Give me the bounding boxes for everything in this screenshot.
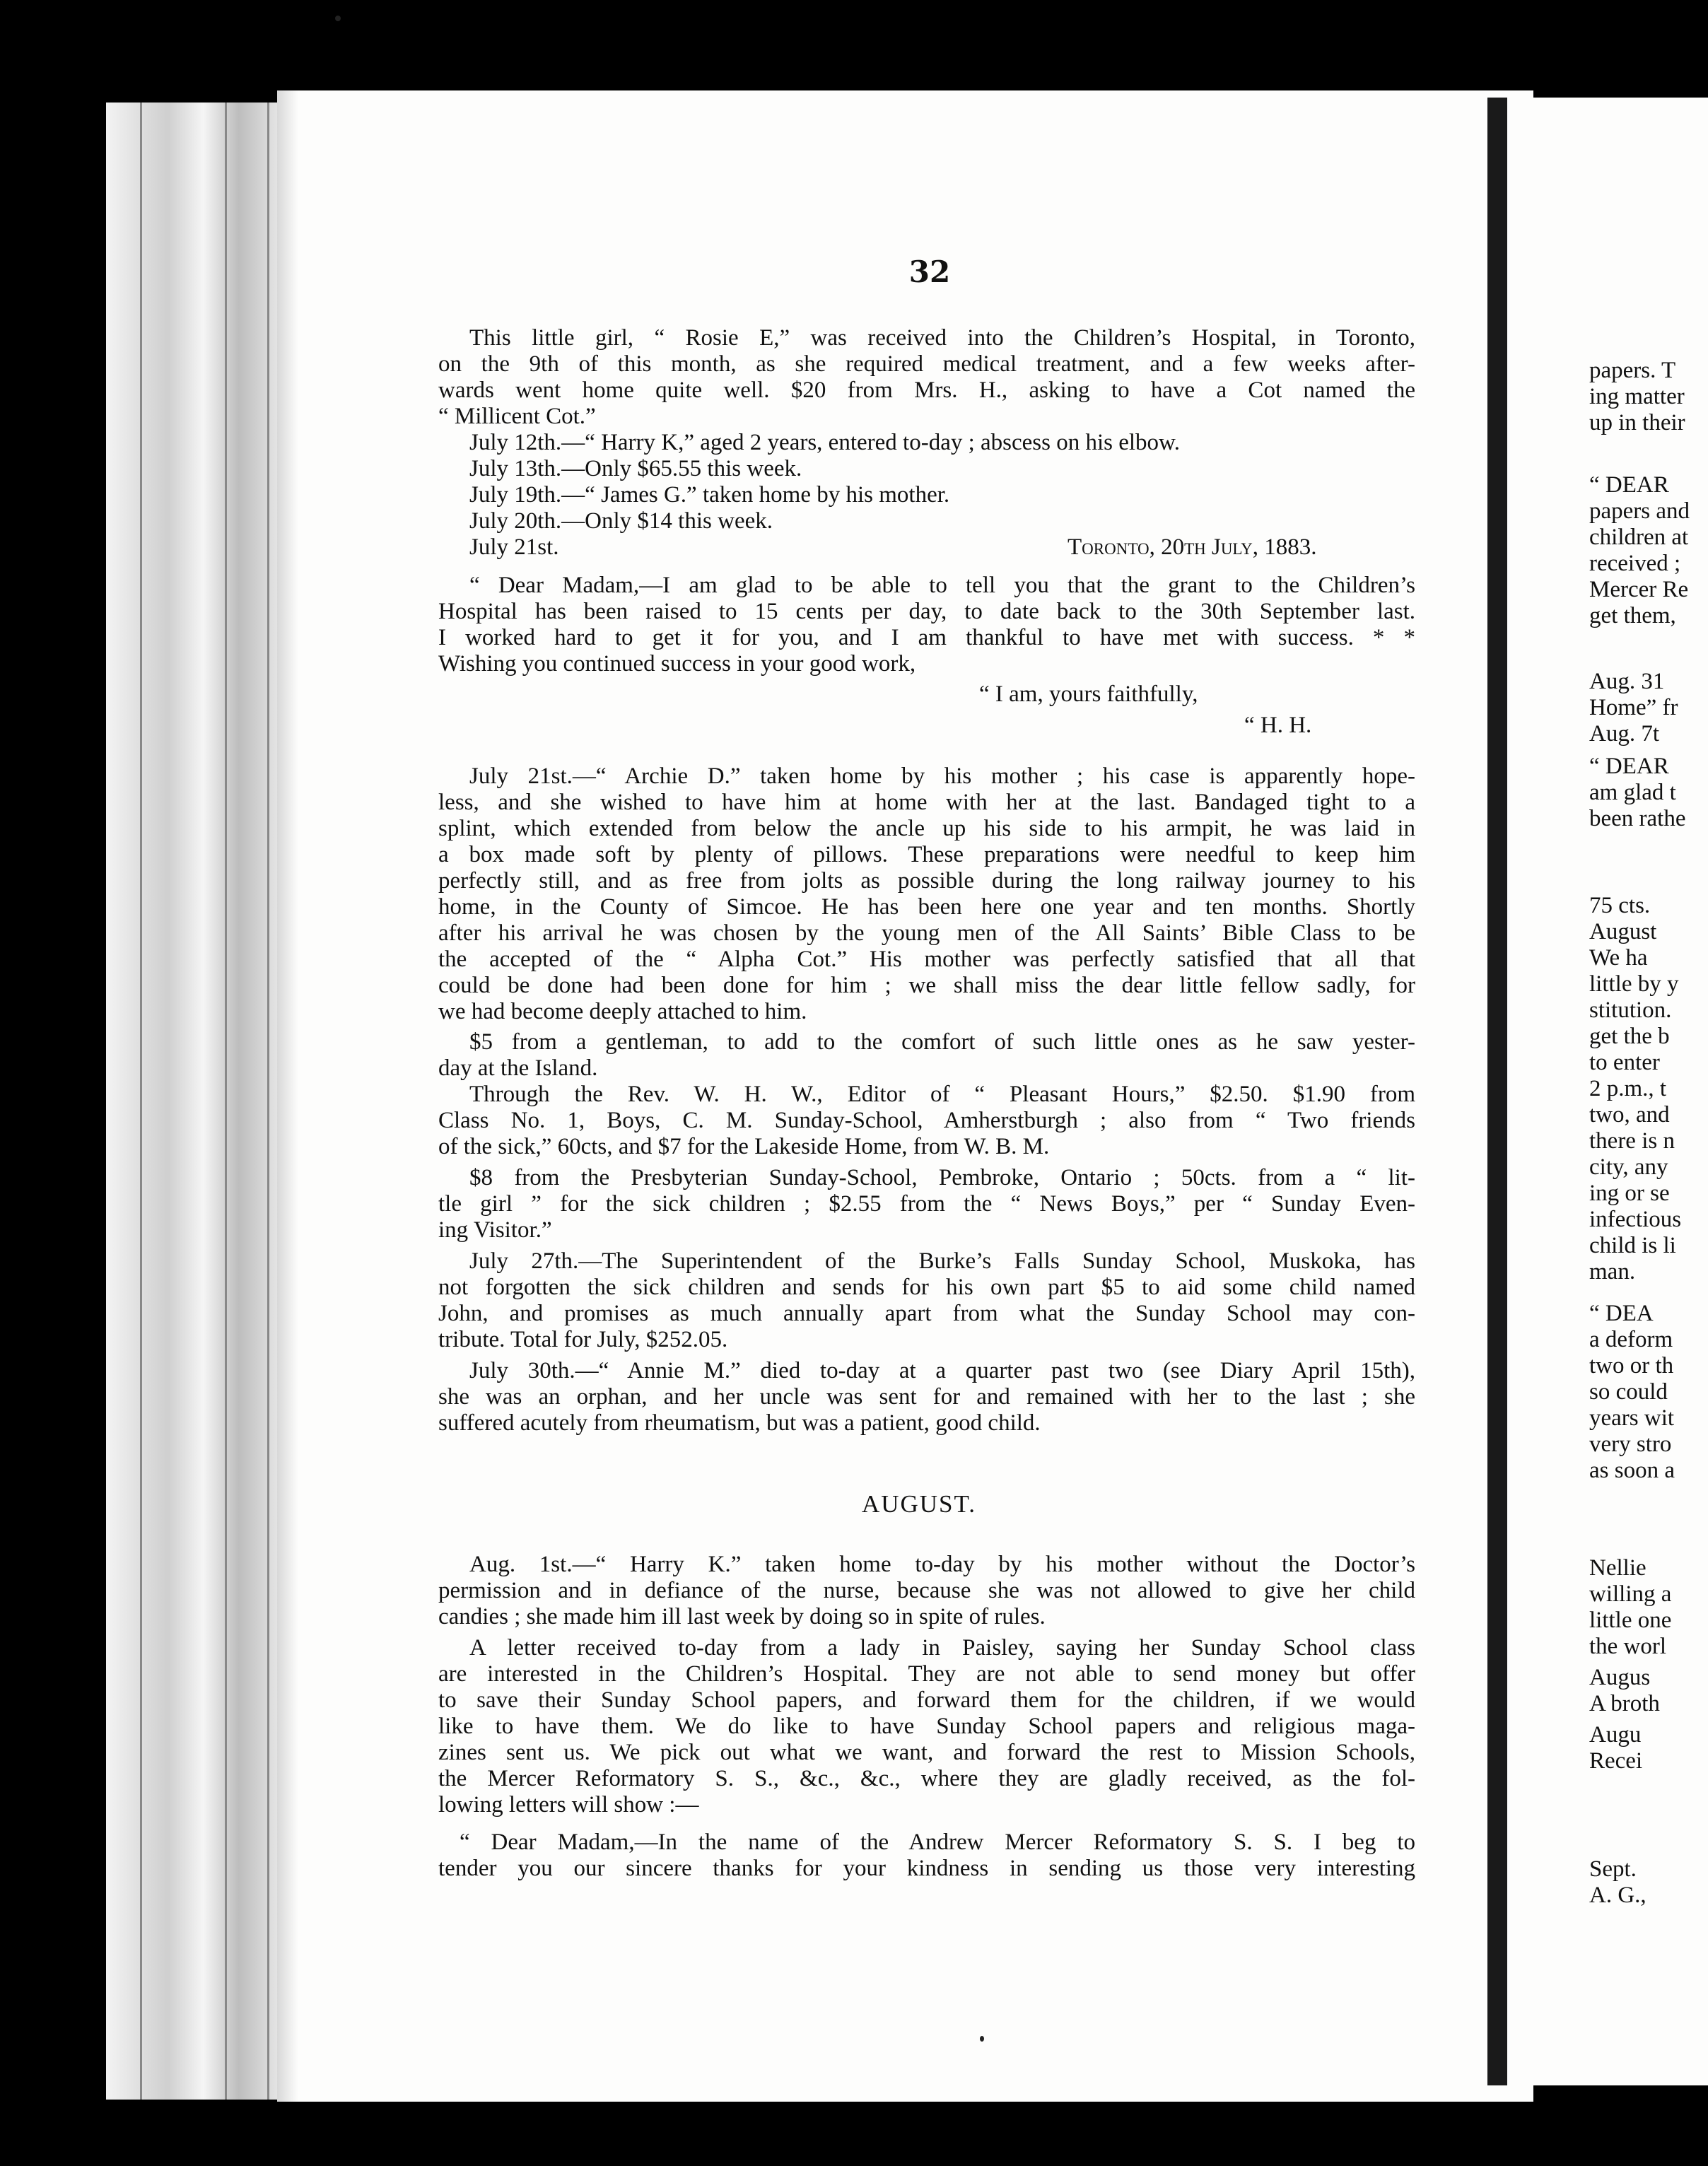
- facing-text-line: two or th: [1589, 1354, 1674, 1378]
- text-line: July 12th.—“ Harry K,” aged 2 years, entered to-day ; abscess on his elbow.: [469, 431, 1180, 455]
- text-line: July 30th.—“ Annie M.” died to-day at a quarter past two (see Diary April 15th),: [469, 1359, 1415, 1383]
- facing-text-line: Aug. 7t: [1589, 722, 1659, 746]
- text-line: July 19th.—“ James G.” taken home by his mother.: [469, 484, 950, 507]
- text-line: tribute. Total for July, $252.05.: [438, 1328, 728, 1352]
- text-line: “ Dear Madam,—In the name of the Andrew Mercer Reformatory S. S. I beg to: [460, 1831, 1415, 1854]
- facing-text-line: stitution.: [1589, 999, 1672, 1022]
- text-line: candies ; she made him ill last week by doing so in spite of rules.: [438, 1605, 1046, 1629]
- text-line: July 27th.—The Superintendent of the Burke’s Falls Sunday School, Muskoka, has: [469, 1250, 1415, 1273]
- text-line: ing Visitor.”: [438, 1219, 552, 1242]
- text-line: I worked hard to get it for you, and I am thankful to have met with success. * *: [438, 626, 1415, 650]
- facing-text-line: little one: [1589, 1609, 1672, 1632]
- text-line: are interested in the Children’s Hospital. They are not able to send money but offer: [438, 1663, 1415, 1686]
- print-speck: [980, 2036, 984, 2042]
- facing-text-line: 2 p.m., t: [1589, 1077, 1667, 1101]
- text-line: like to have them. We do like to have Sunday School papers and religious maga-: [438, 1715, 1415, 1738]
- text-line: less, and she wished to have him at home with her at the last. Bandaged tight to a: [438, 791, 1415, 814]
- text-line: July 20th.—Only $14 this week.: [469, 510, 773, 533]
- facing-text-line: Nellie: [1589, 1557, 1646, 1580]
- facing-text-line: “ DEAR: [1589, 755, 1669, 778]
- facing-text-line: A broth: [1589, 1692, 1660, 1716]
- text-line: Aug. 1st.—“ Harry K.” taken home to-day by his mother without the Doctor’s: [469, 1553, 1415, 1576]
- facing-text-line: 75 cts.: [1589, 894, 1651, 918]
- text-line: not forgotten the sick children and sends for his own part $5 to aid some child named: [438, 1276, 1415, 1299]
- text-line: she was an orphan, and her uncle was sent for and remained with her to the last ; she: [438, 1386, 1415, 1409]
- facing-text-line: up in their: [1589, 411, 1685, 435]
- print-speck: [335, 16, 341, 21]
- text-line: the Mercer Reformatory S. S., &c., &c., where they are gladly received, as the fol-: [438, 1767, 1415, 1791]
- facing-text-line: the worl: [1589, 1635, 1667, 1658]
- text-line: wards went home quite well. $20 from Mrs. H., asking to have a Cot named the: [438, 379, 1415, 402]
- facing-text-line: am glad t: [1589, 781, 1676, 804]
- text-line: This little girl, “ Rosie E,” was received into the Children’s Hospital, in Toronto,: [469, 327, 1415, 350]
- text-line: “ Dear Madam,—I am glad to be able to tell you that the grant to the Children’s: [469, 574, 1415, 597]
- facing-text-line: infectious: [1589, 1208, 1682, 1231]
- facing-text-line: willing a: [1589, 1583, 1672, 1606]
- facing-text-line: Home” fr: [1589, 696, 1678, 720]
- facing-text-line: man.: [1589, 1260, 1636, 1284]
- page-gutter-shadow: [277, 90, 298, 2102]
- facing-text-line: as soon a: [1589, 1459, 1675, 1482]
- text-line: Wishing you continued success in your good work,: [438, 652, 916, 676]
- text-line: after his arrival he was chosen by the young men of the All Saints’ Bible Class to be: [438, 922, 1415, 945]
- text-line: $5 from a gentleman, to add to the comfort of such little ones as he saw yester-: [469, 1031, 1415, 1054]
- facing-text-line: Mercer Re: [1589, 578, 1689, 602]
- text-line: tle girl ” for the sick children ; $2.55 from the “ News Boys,” per “ Sunday Even-: [438, 1193, 1415, 1216]
- facing-text-line: Sept.: [1589, 1858, 1637, 1881]
- page-number: 32: [908, 254, 951, 289]
- text-line: to save their Sunday School papers, and forward them for the children, if we would: [438, 1689, 1415, 1712]
- facing-text-line: get them,: [1589, 604, 1676, 628]
- facing-text-line: Augus: [1589, 1666, 1651, 1690]
- text-line: a box made soft by plenty of pillows. These preparations were needful to keep him: [438, 843, 1415, 867]
- facing-text-line: We ha: [1589, 947, 1648, 970]
- facing-text-line: children at: [1589, 526, 1689, 549]
- text-line: July 21st.—“ Archie D.” taken home by his mother ; his case is apparently hope-: [469, 765, 1415, 788]
- text-line: could be done had been done for him ; we shall miss the dear little fellow sadly, for: [438, 974, 1415, 997]
- text-line: of the sick,” 60cts, and $7 for the Lakeside Home, from W. B. M.: [438, 1135, 1050, 1159]
- text-line: A letter received to-day from a lady in Paisley, saying her Sunday School class: [469, 1637, 1415, 1660]
- text-line: July 21st.: [469, 536, 559, 559]
- facing-text-line: a deform: [1589, 1328, 1673, 1352]
- facing-text-line: “ DEA: [1589, 1302, 1654, 1325]
- facing-text-line: years wit: [1589, 1407, 1675, 1430]
- text-line: tender you our sincere thanks for your kindness in sending us those very interesting: [438, 1857, 1415, 1880]
- text-line: the accepted of the “ Alpha Cot.” His mother was perfectly satisfied that all that: [438, 948, 1415, 971]
- facing-text-line: received ;: [1589, 552, 1681, 575]
- text-line: splint, which extended from below the ancle up his side to his armpit, he was laid in: [438, 817, 1415, 841]
- facing-text-line: ing matter: [1589, 385, 1685, 409]
- facing-text-line: ing or se: [1589, 1182, 1670, 1205]
- text-line: suffered acutely from rheumatism, but was a patient, good child.: [438, 1412, 1041, 1435]
- text-line: $8 from the Presbyterian Sunday-School, Pembroke, Ontario ; 50cts. from a “ lit-: [469, 1166, 1415, 1190]
- dateline: Toronto, 20th July, 1883.: [1068, 536, 1317, 559]
- facing-text-line: A. G.,: [1589, 1884, 1646, 1907]
- facing-text-line: August: [1589, 920, 1657, 944]
- facing-text-line: Augu: [1589, 1723, 1642, 1747]
- facing-text-line: city, any: [1589, 1156, 1668, 1179]
- text-line: Through the Rev. W. H. W., Editor of “ Pleasant Hours,” $2.50. $1.90 from: [469, 1083, 1415, 1106]
- facing-text-line: two, and: [1589, 1104, 1670, 1127]
- facing-text-line: there is n: [1589, 1130, 1675, 1153]
- facing-text-line: Recei: [1589, 1750, 1643, 1773]
- facing-text-line: Aug. 31: [1589, 670, 1665, 693]
- book-spine-gap: [1487, 98, 1507, 2085]
- facing-text-line: “ DEAR: [1589, 474, 1669, 497]
- text-line: John, and promises as much annually apart from what the Sunday School may con-: [438, 1302, 1415, 1325]
- text-line: Class No. 1, Boys, C. M. Sunday-School, Amherstburgh ; also from “ Two friends: [438, 1109, 1415, 1132]
- facing-text-line: very stro: [1589, 1433, 1672, 1456]
- text-line: July 13th.—Only $65.55 this week.: [469, 457, 802, 481]
- facing-text-line: been rathe: [1589, 807, 1686, 831]
- text-line: lowing letters will show :—: [438, 1793, 699, 1817]
- book-left-edge: [106, 103, 283, 2100]
- text-line: zines sent us. We pick out what we want, and forward the rest to Mission Schools,: [438, 1741, 1415, 1764]
- text-line: home, in the County of Simcoe. He has been here one year and ten months. Shortly: [438, 896, 1415, 919]
- letter-closing: “ I am, yours faithfully,: [979, 683, 1198, 706]
- text-line: Hospital has been raised to 15 cents per day, to date back to the 30th September last.: [438, 600, 1415, 624]
- text-line: on the 9th of this month, as she required medical treatment, and a few weeks after-: [438, 353, 1415, 376]
- facing-text-line: get the b: [1589, 1025, 1670, 1048]
- letter-signature: “ H. H.: [1244, 714, 1312, 737]
- text-line: “ Millicent Cot.”: [438, 405, 596, 428]
- facing-text-line: so could: [1589, 1381, 1668, 1404]
- facing-text-line: child is li: [1589, 1234, 1676, 1258]
- text-line: we had become deeply attached to him.: [438, 1000, 807, 1024]
- text-line: permission and in defiance of the nurse, because she was not allowed to give her child: [438, 1579, 1415, 1603]
- facing-text-line: papers and: [1589, 500, 1690, 523]
- text-line: day at the Island.: [438, 1057, 598, 1080]
- facing-text-line: papers. T: [1589, 359, 1676, 382]
- facing-text-line: to enter: [1589, 1051, 1660, 1075]
- section-heading-august: AUGUST.: [861, 1490, 977, 1518]
- text-line: perfectly still, and as free from jolts as possible during the long railway journey to his: [438, 870, 1415, 893]
- facing-text-line: little by y: [1589, 973, 1679, 996]
